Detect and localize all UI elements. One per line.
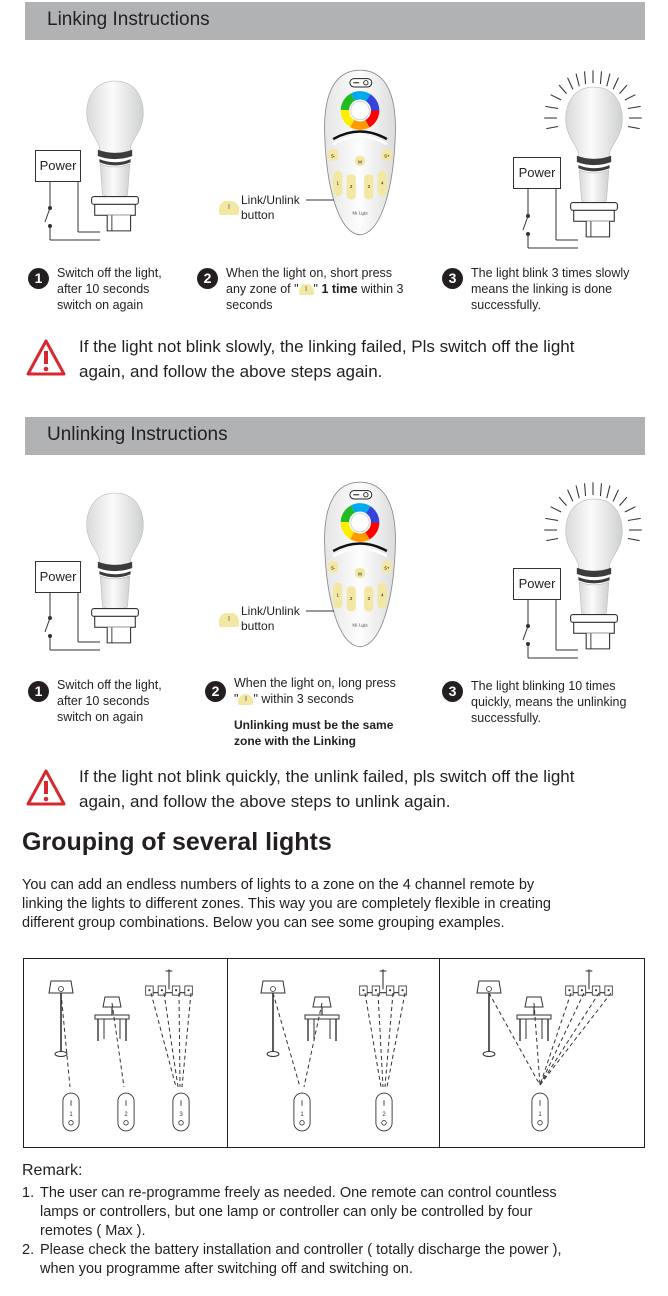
grouping-paragraph: You can add an endless numbers of lights to a zone on the 4 channel remote by linking the lights to different zones. This way you are completely flexible in creating different group combinations. Below you can see some grouping examples. xyxy=(22,877,551,931)
unlinking-title: Unlinking Instructions xyxy=(47,424,228,445)
svg-text:2: 2 xyxy=(124,1112,128,1118)
unlinking-step-3-text: The light blinking 10 times quickly, means the unlinking successfully. xyxy=(471,679,627,725)
unlinking-warning: If the light not blink quickly, the unlink failed, pls switch off the light again, and follow the above steps to unlink again. xyxy=(79,767,575,811)
link-button-icon: I xyxy=(219,199,239,217)
linking-section-header xyxy=(25,2,645,40)
power-box xyxy=(513,157,561,189)
unlinking-note: Unlinking must be the same zone with the Linking xyxy=(234,718,394,748)
warning-icon xyxy=(26,338,66,378)
power-label: Power xyxy=(518,165,556,180)
step-1-badge: 1 xyxy=(28,681,49,702)
grouping-panel-2 xyxy=(228,959,439,1147)
svg-text:2: 2 xyxy=(382,1112,386,1118)
link-button-pointer xyxy=(306,607,336,617)
power-box xyxy=(513,568,561,600)
grouping-examples-box xyxy=(23,958,645,1148)
remark-title: Remark: xyxy=(22,1162,83,1179)
zone-button-icon: I xyxy=(299,284,314,295)
link-button-icon: I xyxy=(219,611,239,629)
unlinking-step-1-text: Switch off the light, after 10 seconds switch on again xyxy=(57,678,162,724)
linking-title: Linking Instructions xyxy=(47,9,210,30)
svg-text:1: 1 xyxy=(69,1112,73,1118)
grouping-panel-1 xyxy=(24,959,227,1147)
grouping-panel-3 xyxy=(440,959,644,1147)
remote-illustration xyxy=(318,472,402,657)
svg-text:1: 1 xyxy=(300,1112,304,1118)
linking-step-1-text: Switch off the light, after 10 seconds switch on again xyxy=(57,266,162,312)
power-label: Power xyxy=(518,576,556,591)
svg-text:3: 3 xyxy=(179,1112,183,1118)
power-box xyxy=(35,150,81,182)
step-1-badge: 1 xyxy=(28,268,49,289)
step-2-badge: 2 xyxy=(197,268,218,289)
zone-button-icon: I xyxy=(238,694,253,705)
power-label: Power xyxy=(39,158,77,173)
unlinking-section-header xyxy=(25,417,645,455)
step-2-badge: 2 xyxy=(205,681,226,702)
remote-illustration xyxy=(318,60,402,245)
link-unlink-label: Link/Unlink button xyxy=(241,193,300,222)
grouping-title: Grouping of several lights xyxy=(22,828,332,856)
link-button-pointer xyxy=(306,196,336,206)
step-3-badge: 3 xyxy=(442,268,463,289)
link-unlink-label: Link/Unlink button xyxy=(241,604,300,633)
linking-warning: If the light not blink slowly, the linking failed, Pls switch off the light again, and follow the above steps again. xyxy=(79,337,575,381)
power-label: Power xyxy=(39,569,77,584)
warning-icon xyxy=(26,768,66,808)
linking-step-3-text: The light blink 3 times slowly means the linking is done successfully. xyxy=(471,266,630,312)
unlinking-step-2-text: When the light on, long press " I " within 3 seconds Unlinking must be the same zone with the Linking xyxy=(234,675,434,749)
step-3-badge: 3 xyxy=(442,681,463,702)
power-box xyxy=(35,561,81,593)
linking-step-2-text: When the light on, short press any zone of " I " 1 time within 3 seconds xyxy=(226,266,404,312)
svg-text:1: 1 xyxy=(538,1112,542,1118)
